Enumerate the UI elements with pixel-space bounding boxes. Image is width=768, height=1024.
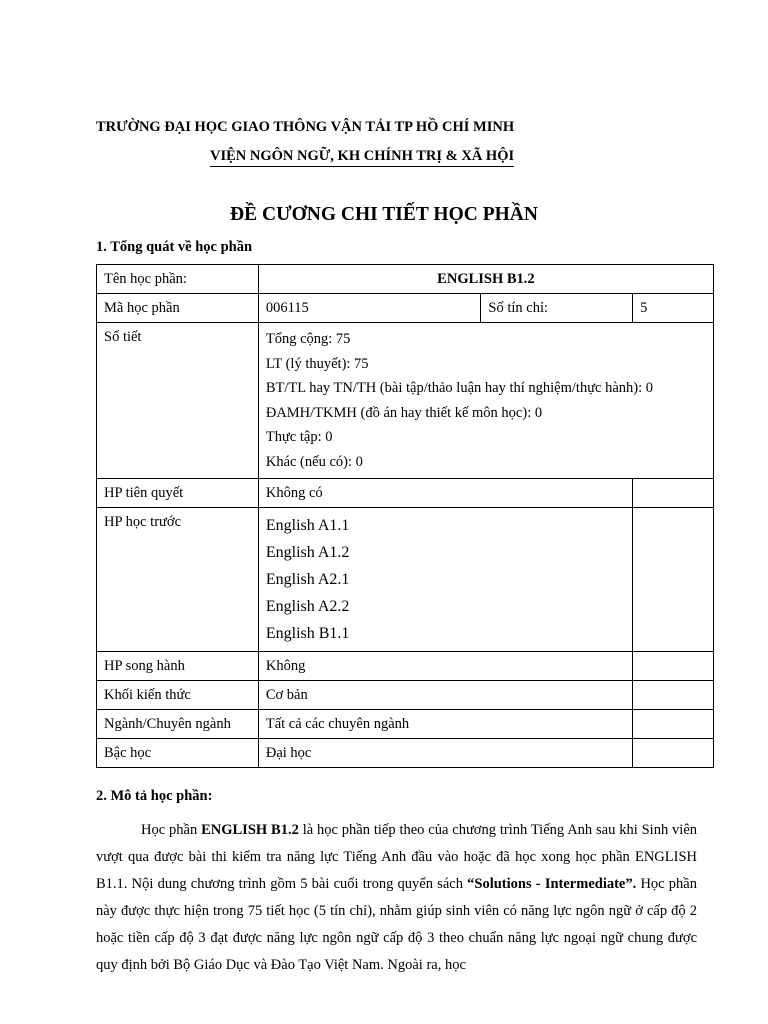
course-name: ENGLISH B1.2 [258,265,713,294]
major-value: Tất cả các chuyên ngành [258,710,632,739]
section-1-heading: 1. Tổng quát về học phần [96,239,253,255]
level-value: Đại học [258,739,632,768]
description-text: là học phần tiếp theo của chương trình Tiếng Anh sau khi Sinh viên vượt qua được bài thi kiểm tra năng lực Tiếng Anh đầu vào hoặc đã học xong học phần ENGLISH B1.1. Nội dung chương trình gồm 5 bài cuối trong quyển sách [96,822,698,892]
cell-label: HP học trước [97,508,259,652]
list-item: English A1.1 [265,517,350,534]
description-text: Học phần [141,822,202,838]
table-row [97,710,714,739]
empty-cell [633,508,714,652]
cell-label: HP song hành [97,652,259,681]
course-code: 006115 [258,294,481,323]
table-row [97,479,714,508]
list-item: English A2.2 [265,598,350,615]
cell-label: HP tiên quyết [97,479,259,508]
course-info-table [96,264,714,768]
course-description [96,817,697,979]
table-row [97,739,714,768]
description-text: Học phần này được thực hiện trong 75 tiết học (5 tín chỉ), nhằm giúp sinh viên có năng lực ngôn ngữ ở cấp độ 2 hoặc tiền cấp độ 3 đạt được năng lực ngôn ngữ cấp độ 3 theo chuẩn năng lực ngoại ngữ chung được quy định bởi Bộ Giáo Dục và Đào Tạo Việt Nam. Ngoài ra, học [96,876,697,973]
list-item: Khác (nếu có): 0 [265,453,363,470]
institute-name: VIỆN NGÔN NGỮ, KH CHÍNH TRỊ & XÃ HỘI [210,148,514,167]
list-item: LT (lý thuyết): 75 [265,355,369,372]
list-item: Thực tập: 0 [265,429,333,445]
table-row [97,652,714,681]
table-row [97,508,714,652]
parallel-value: Không [258,652,632,681]
cell-label: Mã học phần [97,294,259,323]
section-2-heading: 2. Mô tả học phần: [96,788,213,804]
empty-cell [633,652,714,681]
table-row [97,265,714,294]
list-item: Tổng cộng: 75 [265,331,351,347]
credits-value: 5 [633,294,714,323]
table-row [97,294,714,323]
cell-label: Ngành/Chuyên ngành [97,710,259,739]
list-item: English B1.1 [265,625,350,642]
university-name: TRƯỜNG ĐẠI HỌC GIAO THÔNG VẬN TẢI TP HỒ CHÍ MINH [96,119,515,135]
cell-label: Tên học phần: [97,265,259,294]
empty-cell [633,739,714,768]
cell-label: Bậc học [97,739,259,768]
table-row [97,323,714,479]
prerequisite-value: Không có [258,479,632,508]
list-item: English A1.2 [265,544,350,561]
table-row [97,681,714,710]
cell-label: Số tiết [97,323,259,479]
periods-list [258,323,713,479]
knowledge-value: Cơ bản [258,681,632,710]
empty-cell [633,479,714,508]
prior-courses-list [258,508,632,652]
empty-cell [633,710,714,739]
description-course-name: ENGLISH B1.2 [201,822,299,838]
document-title: ĐỀ CƯƠNG CHI TIẾT HỌC PHẦN [230,204,538,225]
empty-cell [633,681,714,710]
list-item: BT/TL hay TN/TH (bài tập/thảo luận hay thí nghiệm/thực hành): 0 [265,380,654,396]
description-book-title: “Solutions - Intermediate”. [467,876,637,892]
list-item: ĐAMH/TKMH (đồ án hay thiết kế môn học): 0 [265,404,543,421]
cell-label: Số tín chỉ: [481,294,633,323]
list-item: English A2.1 [265,571,350,588]
cell-label: Khối kiến thức [97,681,259,710]
